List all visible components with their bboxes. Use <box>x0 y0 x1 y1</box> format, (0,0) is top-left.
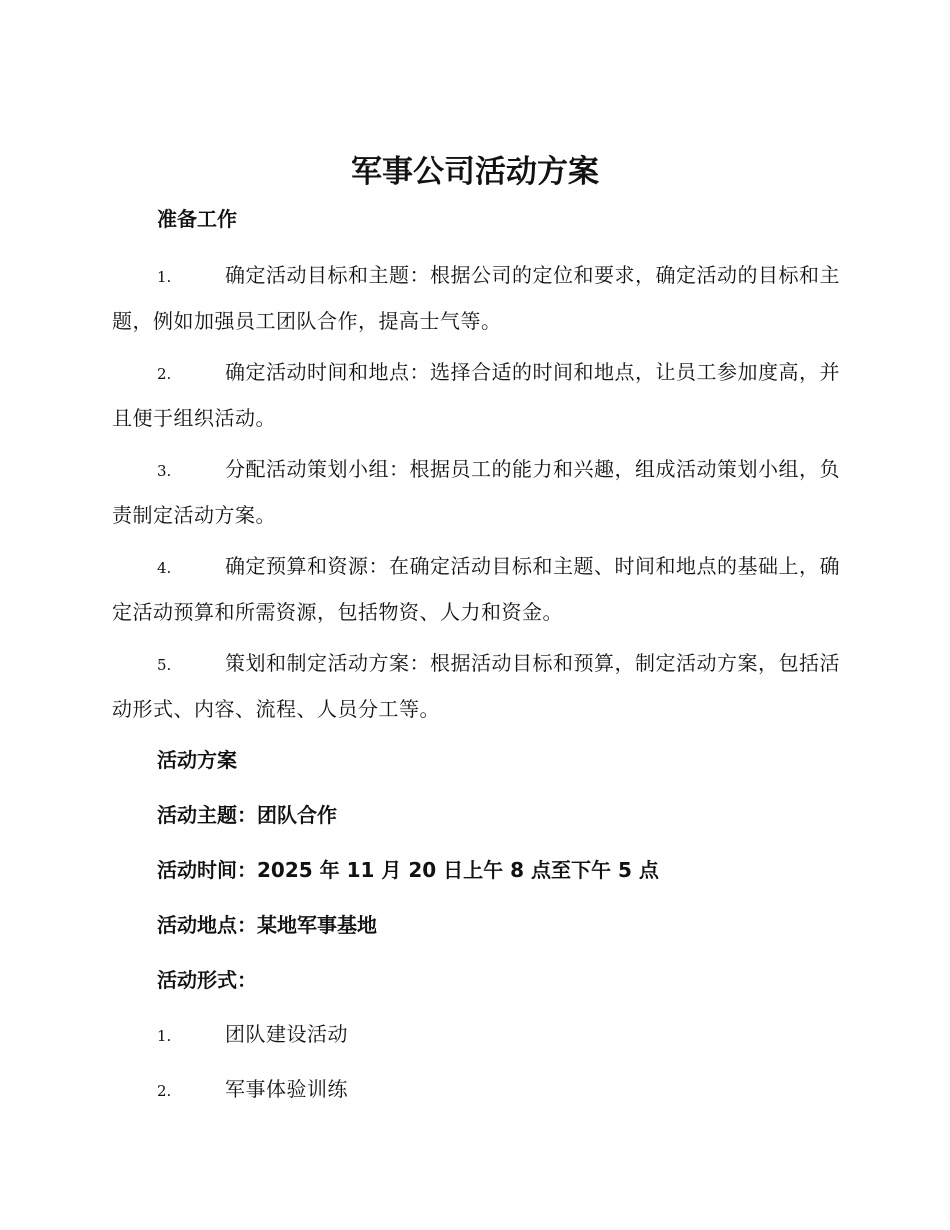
document-title: 军事公司活动方案 <box>351 154 599 190</box>
prep-item-text: 确定预算和资源：在确定活动目标和主题、时间和地点的基础上，确定活动预算和所需资源，包括物资、人力和资金。 <box>112 554 840 624</box>
form-item-text: 团队建设活动 <box>225 1022 348 1046</box>
form-item-text: 军事体验训练 <box>225 1077 348 1101</box>
prep-item-number: 4. <box>157 559 172 577</box>
prep-item-text: 确定活动目标和主题：根据公司的定位和要求，确定活动的目标和主题，例如加强员工团队合作，提高士气等。 <box>112 263 840 333</box>
section-heading-plan: 活动方案 <box>157 748 237 772</box>
prep-item-5 <box>112 641 840 731</box>
prep-item-text: 确定活动时间和地点：选择合适的时间和地点，让员工参加度高，并且便于组织活动。 <box>112 360 840 430</box>
form-item-2 <box>112 1067 840 1113</box>
prep-item-text: 分配活动策划小组：根据员工的能力和兴趣，组成活动策划小组，负责制定活动方案。 <box>112 457 840 527</box>
prep-item-2 <box>112 350 840 440</box>
prep-item-1 <box>112 253 840 343</box>
plan-time: 活动时间：2025 年 11 月 20 日上午 8 点至下午 5 点 <box>157 858 659 882</box>
plan-form-heading: 活动形式： <box>157 968 257 992</box>
form-item-number: 2. <box>157 1082 172 1100</box>
prep-item-number: 3. <box>157 462 172 480</box>
prep-item-number: 5. <box>157 656 172 674</box>
prep-item-3 <box>112 447 840 537</box>
plan-theme: 活动主题：团队合作 <box>157 803 337 827</box>
form-item-1 <box>112 1012 840 1058</box>
prep-item-text: 策划和制定活动方案：根据活动目标和预算，制定活动方案，包括活动形式、内容、流程、人员分工等。 <box>112 651 840 721</box>
prep-item-number: 1. <box>157 268 172 286</box>
form-item-number: 1. <box>157 1027 172 1045</box>
plan-place: 活动地点：某地军事基地 <box>157 913 377 937</box>
section-heading-prep: 准备工作 <box>157 207 237 231</box>
prep-item-number: 2. <box>157 365 172 383</box>
prep-item-4 <box>112 544 840 634</box>
